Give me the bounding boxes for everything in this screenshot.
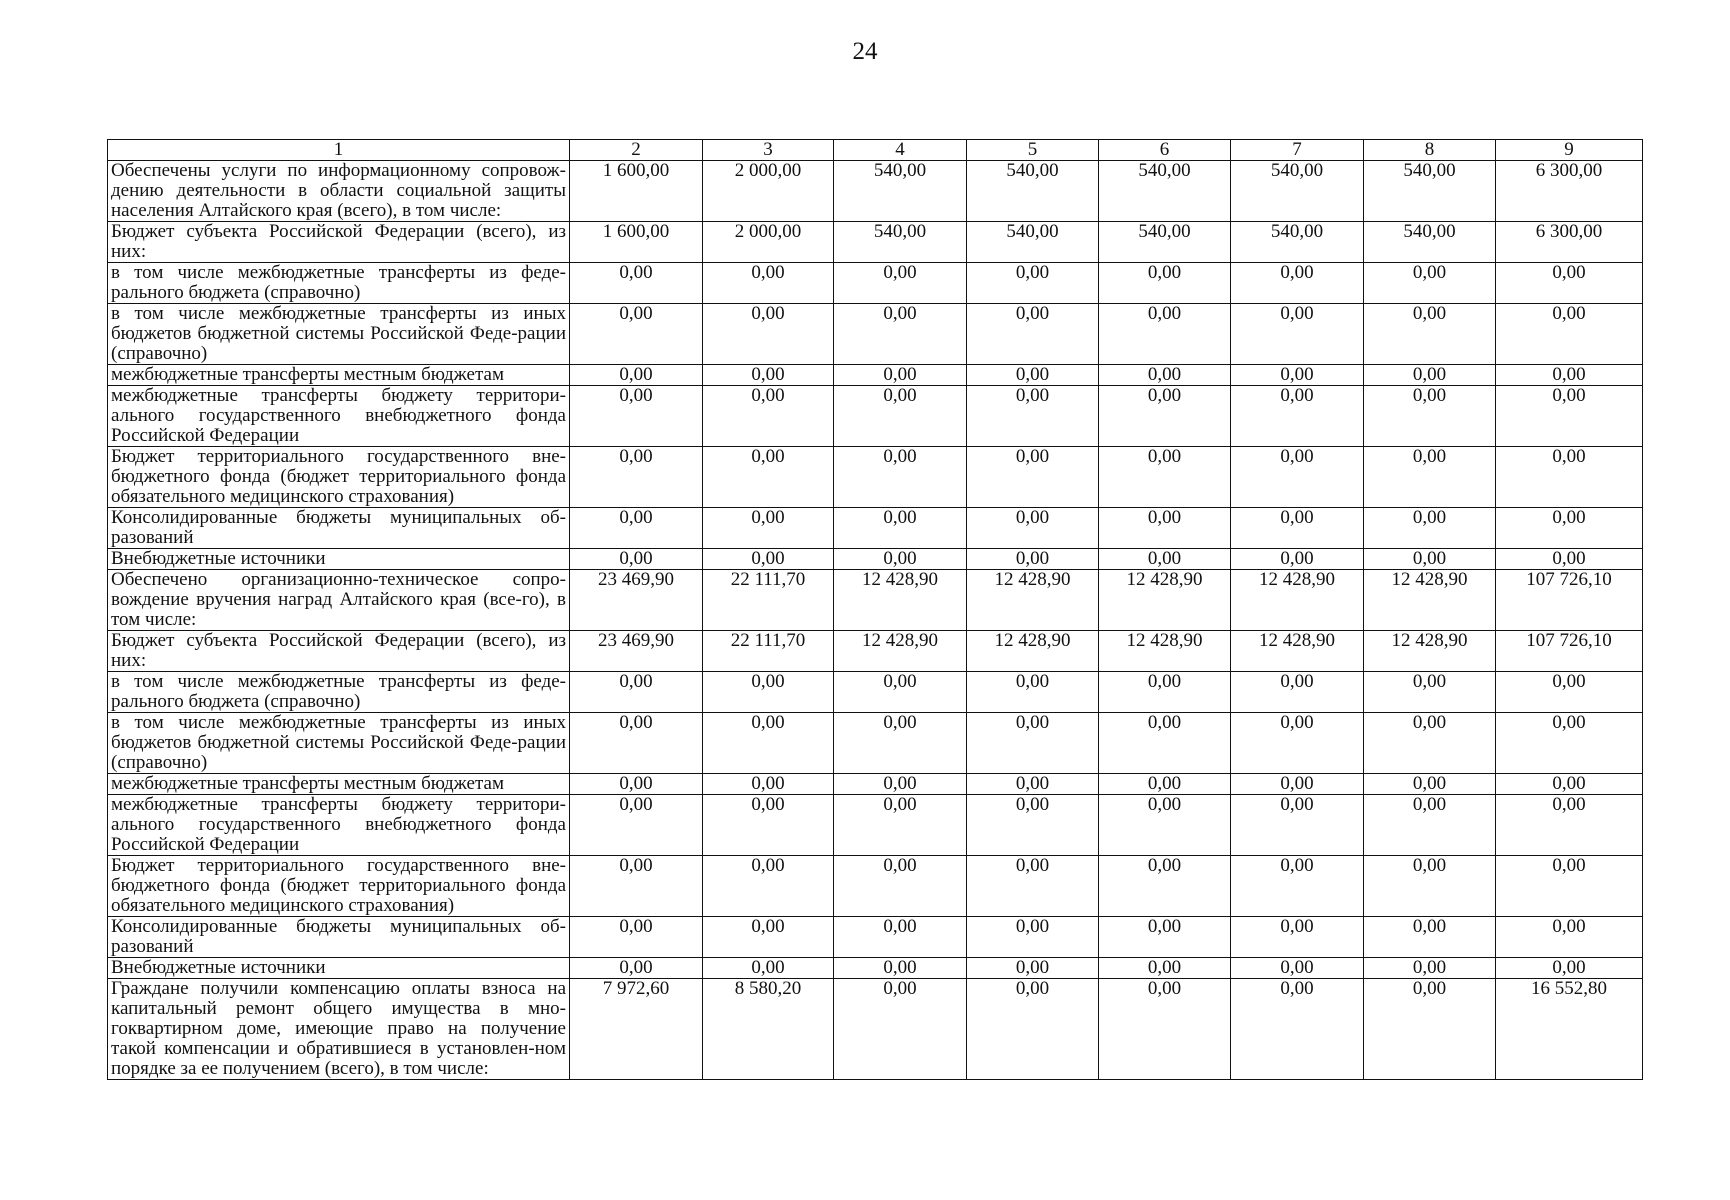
value-cell: 0,00 <box>570 917 703 958</box>
value-cell: 0,00 <box>703 365 834 386</box>
value-cell: 0,00 <box>1231 447 1364 508</box>
value-cell: 0,00 <box>967 672 1099 713</box>
value-cell: 2 000,00 <box>703 161 834 222</box>
value-cell: 0,00 <box>834 263 967 304</box>
value-cell: 0,00 <box>834 795 967 856</box>
page-number: 24 <box>852 38 878 65</box>
row-label: в том числе межбюджетные трансферты из феде-рального бюджета (справочно) <box>108 672 570 713</box>
value-cell: 0,00 <box>703 795 834 856</box>
value-cell: 107 726,10 <box>1496 631 1643 672</box>
row-label: Внебюджетные источники <box>108 549 570 570</box>
table-row <box>108 386 1643 447</box>
value-cell: 540,00 <box>1231 222 1364 263</box>
value-cell: 0,00 <box>834 304 967 365</box>
value-cell: 0,00 <box>570 774 703 795</box>
value-cell: 0,00 <box>1099 304 1231 365</box>
value-cell: 0,00 <box>967 447 1099 508</box>
budget-table <box>107 139 1643 1080</box>
value-cell: 0,00 <box>570 713 703 774</box>
value-cell: 0,00 <box>834 979 967 1080</box>
value-cell: 12 428,90 <box>1099 631 1231 672</box>
value-cell: 0,00 <box>1496 365 1643 386</box>
value-cell: 0,00 <box>570 672 703 713</box>
value-cell: 0,00 <box>834 856 967 917</box>
row-label: Бюджет субъекта Российской Федерации (всего), из них: <box>108 631 570 672</box>
row-label: Бюджет субъекта Российской Федерации (всего), из них: <box>108 222 570 263</box>
value-cell: 0,00 <box>967 713 1099 774</box>
table-row <box>108 549 1643 570</box>
value-cell: 0,00 <box>1099 917 1231 958</box>
table-row <box>108 774 1643 795</box>
value-cell: 0,00 <box>703 917 834 958</box>
value-cell: 0,00 <box>703 447 834 508</box>
value-cell: 12 428,90 <box>1099 570 1231 631</box>
row-label: Обеспечены услуги по информационному сопровож-дению деятельности в области социальной защиты населения Алтайского края (всего), в том числе: <box>108 161 570 222</box>
value-cell: 0,00 <box>967 958 1099 979</box>
value-cell: 2 000,00 <box>703 222 834 263</box>
value-cell: 0,00 <box>1364 386 1496 447</box>
value-cell: 0,00 <box>1496 672 1643 713</box>
table-row <box>108 713 1643 774</box>
value-cell: 0,00 <box>1364 447 1496 508</box>
row-label: Бюджет территориального государственного вне-бюджетного фонда (бюджет территориального фонда обязательного медицинского страхования) <box>108 447 570 508</box>
value-cell: 0,00 <box>967 856 1099 917</box>
table-row <box>108 263 1643 304</box>
value-cell: 0,00 <box>1364 795 1496 856</box>
value-cell: 0,00 <box>1364 672 1496 713</box>
value-cell: 0,00 <box>703 508 834 549</box>
value-cell: 0,00 <box>703 856 834 917</box>
value-cell: 12 428,90 <box>834 631 967 672</box>
value-cell: 0,00 <box>1231 917 1364 958</box>
value-cell: 23 469,90 <box>570 631 703 672</box>
value-cell: 0,00 <box>570 795 703 856</box>
row-label: Обеспечено организационно-техническое сопро-вождение вручения наград Алтайского края (все-го), в том числе: <box>108 570 570 631</box>
value-cell: 0,00 <box>703 958 834 979</box>
value-cell: 0,00 <box>1364 549 1496 570</box>
value-cell: 23 469,90 <box>570 570 703 631</box>
value-cell: 0,00 <box>703 386 834 447</box>
table-row <box>108 365 1643 386</box>
value-cell: 0,00 <box>1099 549 1231 570</box>
value-cell: 0,00 <box>703 713 834 774</box>
value-cell: 0,00 <box>834 365 967 386</box>
value-cell: 0,00 <box>967 795 1099 856</box>
value-cell: 540,00 <box>834 222 967 263</box>
value-cell: 0,00 <box>1099 979 1231 1080</box>
value-cell: 16 552,80 <box>1496 979 1643 1080</box>
value-cell: 0,00 <box>570 365 703 386</box>
value-cell: 0,00 <box>703 263 834 304</box>
column-number-header: 6 <box>1099 140 1231 161</box>
value-cell: 0,00 <box>1364 856 1496 917</box>
value-cell: 0,00 <box>834 549 967 570</box>
value-cell: 0,00 <box>703 774 834 795</box>
value-cell: 0,00 <box>1496 304 1643 365</box>
value-cell: 0,00 <box>1364 979 1496 1080</box>
value-cell: 1 600,00 <box>570 222 703 263</box>
column-number-header: 5 <box>967 140 1099 161</box>
value-cell: 7 972,60 <box>570 979 703 1080</box>
value-cell: 0,00 <box>1231 365 1364 386</box>
table-header-row <box>108 140 1643 161</box>
value-cell: 0,00 <box>1364 365 1496 386</box>
column-number-header: 1 <box>108 140 570 161</box>
value-cell: 0,00 <box>1099 672 1231 713</box>
value-cell: 6 300,00 <box>1496 161 1643 222</box>
value-cell: 12 428,90 <box>1364 631 1496 672</box>
value-cell: 540,00 <box>967 222 1099 263</box>
value-cell: 540,00 <box>1231 161 1364 222</box>
row-label: межбюджетные трансферты местным бюджетам <box>108 365 570 386</box>
value-cell: 0,00 <box>1099 795 1231 856</box>
value-cell: 0,00 <box>1496 447 1643 508</box>
value-cell: 0,00 <box>967 508 1099 549</box>
row-label: Граждане получили компенсацию оплаты взноса на капитальный ремонт общего имущества в мно-гоквартирном доме, имеющие право на получение такой компенсации и обратившиеся в установлен-ном порядке за ее получением (всего), в том числе: <box>108 979 570 1080</box>
value-cell: 0,00 <box>1364 774 1496 795</box>
value-cell: 0,00 <box>1099 386 1231 447</box>
value-cell: 540,00 <box>1364 161 1496 222</box>
value-cell: 0,00 <box>570 958 703 979</box>
value-cell: 0,00 <box>1099 508 1231 549</box>
column-number-header: 9 <box>1496 140 1643 161</box>
value-cell: 0,00 <box>570 263 703 304</box>
value-cell: 0,00 <box>834 774 967 795</box>
table-row <box>108 979 1643 1080</box>
value-cell: 0,00 <box>570 549 703 570</box>
value-cell: 8 580,20 <box>703 979 834 1080</box>
table-row <box>108 570 1643 631</box>
value-cell: 12 428,90 <box>967 631 1099 672</box>
value-cell: 0,00 <box>1231 386 1364 447</box>
value-cell: 0,00 <box>1231 263 1364 304</box>
value-cell: 0,00 <box>1364 958 1496 979</box>
value-cell: 0,00 <box>834 672 967 713</box>
value-cell: 0,00 <box>1099 856 1231 917</box>
value-cell: 0,00 <box>1364 304 1496 365</box>
value-cell: 540,00 <box>1364 222 1496 263</box>
value-cell: 0,00 <box>1231 672 1364 713</box>
value-cell: 540,00 <box>834 161 967 222</box>
value-cell: 0,00 <box>967 774 1099 795</box>
row-label: в том числе межбюджетные трансферты из феде-рального бюджета (справочно) <box>108 263 570 304</box>
value-cell: 0,00 <box>967 549 1099 570</box>
value-cell: 0,00 <box>1496 549 1643 570</box>
value-cell: 0,00 <box>834 447 967 508</box>
value-cell: 0,00 <box>834 958 967 979</box>
row-label: межбюджетные трансферты местным бюджетам <box>108 774 570 795</box>
row-label: Внебюджетные источники <box>108 958 570 979</box>
value-cell: 0,00 <box>1231 795 1364 856</box>
value-cell: 0,00 <box>1496 795 1643 856</box>
value-cell: 0,00 <box>834 713 967 774</box>
value-cell: 22 111,70 <box>703 570 834 631</box>
value-cell: 0,00 <box>570 508 703 549</box>
value-cell: 0,00 <box>967 304 1099 365</box>
value-cell: 22 111,70 <box>703 631 834 672</box>
row-label: в том числе межбюджетные трансферты из иных бюджетов бюджетной системы Российской Феде-рации (справочно) <box>108 713 570 774</box>
value-cell: 0,00 <box>703 549 834 570</box>
table-row <box>108 631 1643 672</box>
table-row <box>108 304 1643 365</box>
column-number-header: 2 <box>570 140 703 161</box>
value-cell: 540,00 <box>1099 161 1231 222</box>
table-row <box>108 508 1643 549</box>
value-cell: 0,00 <box>967 365 1099 386</box>
value-cell: 0,00 <box>1364 263 1496 304</box>
value-cell: 0,00 <box>703 672 834 713</box>
value-cell: 0,00 <box>1099 365 1231 386</box>
value-cell: 0,00 <box>967 263 1099 304</box>
value-cell: 0,00 <box>1231 304 1364 365</box>
value-cell: 0,00 <box>1496 263 1643 304</box>
table-row <box>108 161 1643 222</box>
value-cell: 0,00 <box>1099 447 1231 508</box>
value-cell: 0,00 <box>1364 917 1496 958</box>
value-cell: 0,00 <box>967 917 1099 958</box>
value-cell: 0,00 <box>1231 774 1364 795</box>
value-cell: 0,00 <box>1496 917 1643 958</box>
value-cell: 0,00 <box>967 979 1099 1080</box>
value-cell: 0,00 <box>570 447 703 508</box>
value-cell: 0,00 <box>1496 958 1643 979</box>
value-cell: 0,00 <box>1099 774 1231 795</box>
table-row <box>108 795 1643 856</box>
value-cell: 0,00 <box>1364 508 1496 549</box>
value-cell: 12 428,90 <box>1231 631 1364 672</box>
column-number-header: 7 <box>1231 140 1364 161</box>
value-cell: 0,00 <box>1231 979 1364 1080</box>
value-cell: 0,00 <box>1496 713 1643 774</box>
row-label: в том числе межбюджетные трансферты из иных бюджетов бюджетной системы Российской Феде-рации (справочно) <box>108 304 570 365</box>
row-label: Консолидированные бюджеты муниципальных об-разований <box>108 917 570 958</box>
value-cell: 0,00 <box>1364 713 1496 774</box>
row-label: межбюджетные трансферты бюджету территори-ального государственного внебюджетного фонда Российской Федерации <box>108 795 570 856</box>
table-row <box>108 917 1643 958</box>
table-row <box>108 447 1643 508</box>
value-cell: 0,00 <box>1231 958 1364 979</box>
column-number-header: 4 <box>834 140 967 161</box>
value-cell: 6 300,00 <box>1496 222 1643 263</box>
value-cell: 12 428,90 <box>967 570 1099 631</box>
value-cell: 540,00 <box>967 161 1099 222</box>
row-label: Консолидированные бюджеты муниципальных об-разований <box>108 508 570 549</box>
value-cell: 0,00 <box>1231 549 1364 570</box>
value-cell: 0,00 <box>1099 713 1231 774</box>
row-label: Бюджет территориального государственного вне-бюджетного фонда (бюджет территориального фонда обязательного медицинского страхования) <box>108 856 570 917</box>
column-number-header: 3 <box>703 140 834 161</box>
value-cell: 0,00 <box>1496 386 1643 447</box>
value-cell: 0,00 <box>1099 958 1231 979</box>
value-cell: 0,00 <box>1496 774 1643 795</box>
value-cell: 540,00 <box>1099 222 1231 263</box>
value-cell: 12 428,90 <box>834 570 967 631</box>
value-cell: 0,00 <box>570 386 703 447</box>
value-cell: 0,00 <box>834 917 967 958</box>
value-cell: 0,00 <box>570 856 703 917</box>
column-number-header: 8 <box>1364 140 1496 161</box>
table-row <box>108 672 1643 713</box>
value-cell: 0,00 <box>834 508 967 549</box>
value-cell: 0,00 <box>834 386 967 447</box>
value-cell: 0,00 <box>1496 856 1643 917</box>
value-cell: 0,00 <box>570 304 703 365</box>
value-cell: 0,00 <box>1231 713 1364 774</box>
value-cell: 0,00 <box>1099 263 1231 304</box>
table-row <box>108 856 1643 917</box>
value-cell: 0,00 <box>967 386 1099 447</box>
value-cell: 0,00 <box>703 304 834 365</box>
value-cell: 0,00 <box>1231 508 1364 549</box>
row-label: межбюджетные трансферты бюджету территори-ального государственного внебюджетного фонда Российской Федерации <box>108 386 570 447</box>
value-cell: 0,00 <box>1496 508 1643 549</box>
value-cell: 1 600,00 <box>570 161 703 222</box>
value-cell: 0,00 <box>1231 856 1364 917</box>
value-cell: 12 428,90 <box>1231 570 1364 631</box>
table-row <box>108 958 1643 979</box>
table-row <box>108 222 1643 263</box>
value-cell: 12 428,90 <box>1364 570 1496 631</box>
value-cell: 107 726,10 <box>1496 570 1643 631</box>
